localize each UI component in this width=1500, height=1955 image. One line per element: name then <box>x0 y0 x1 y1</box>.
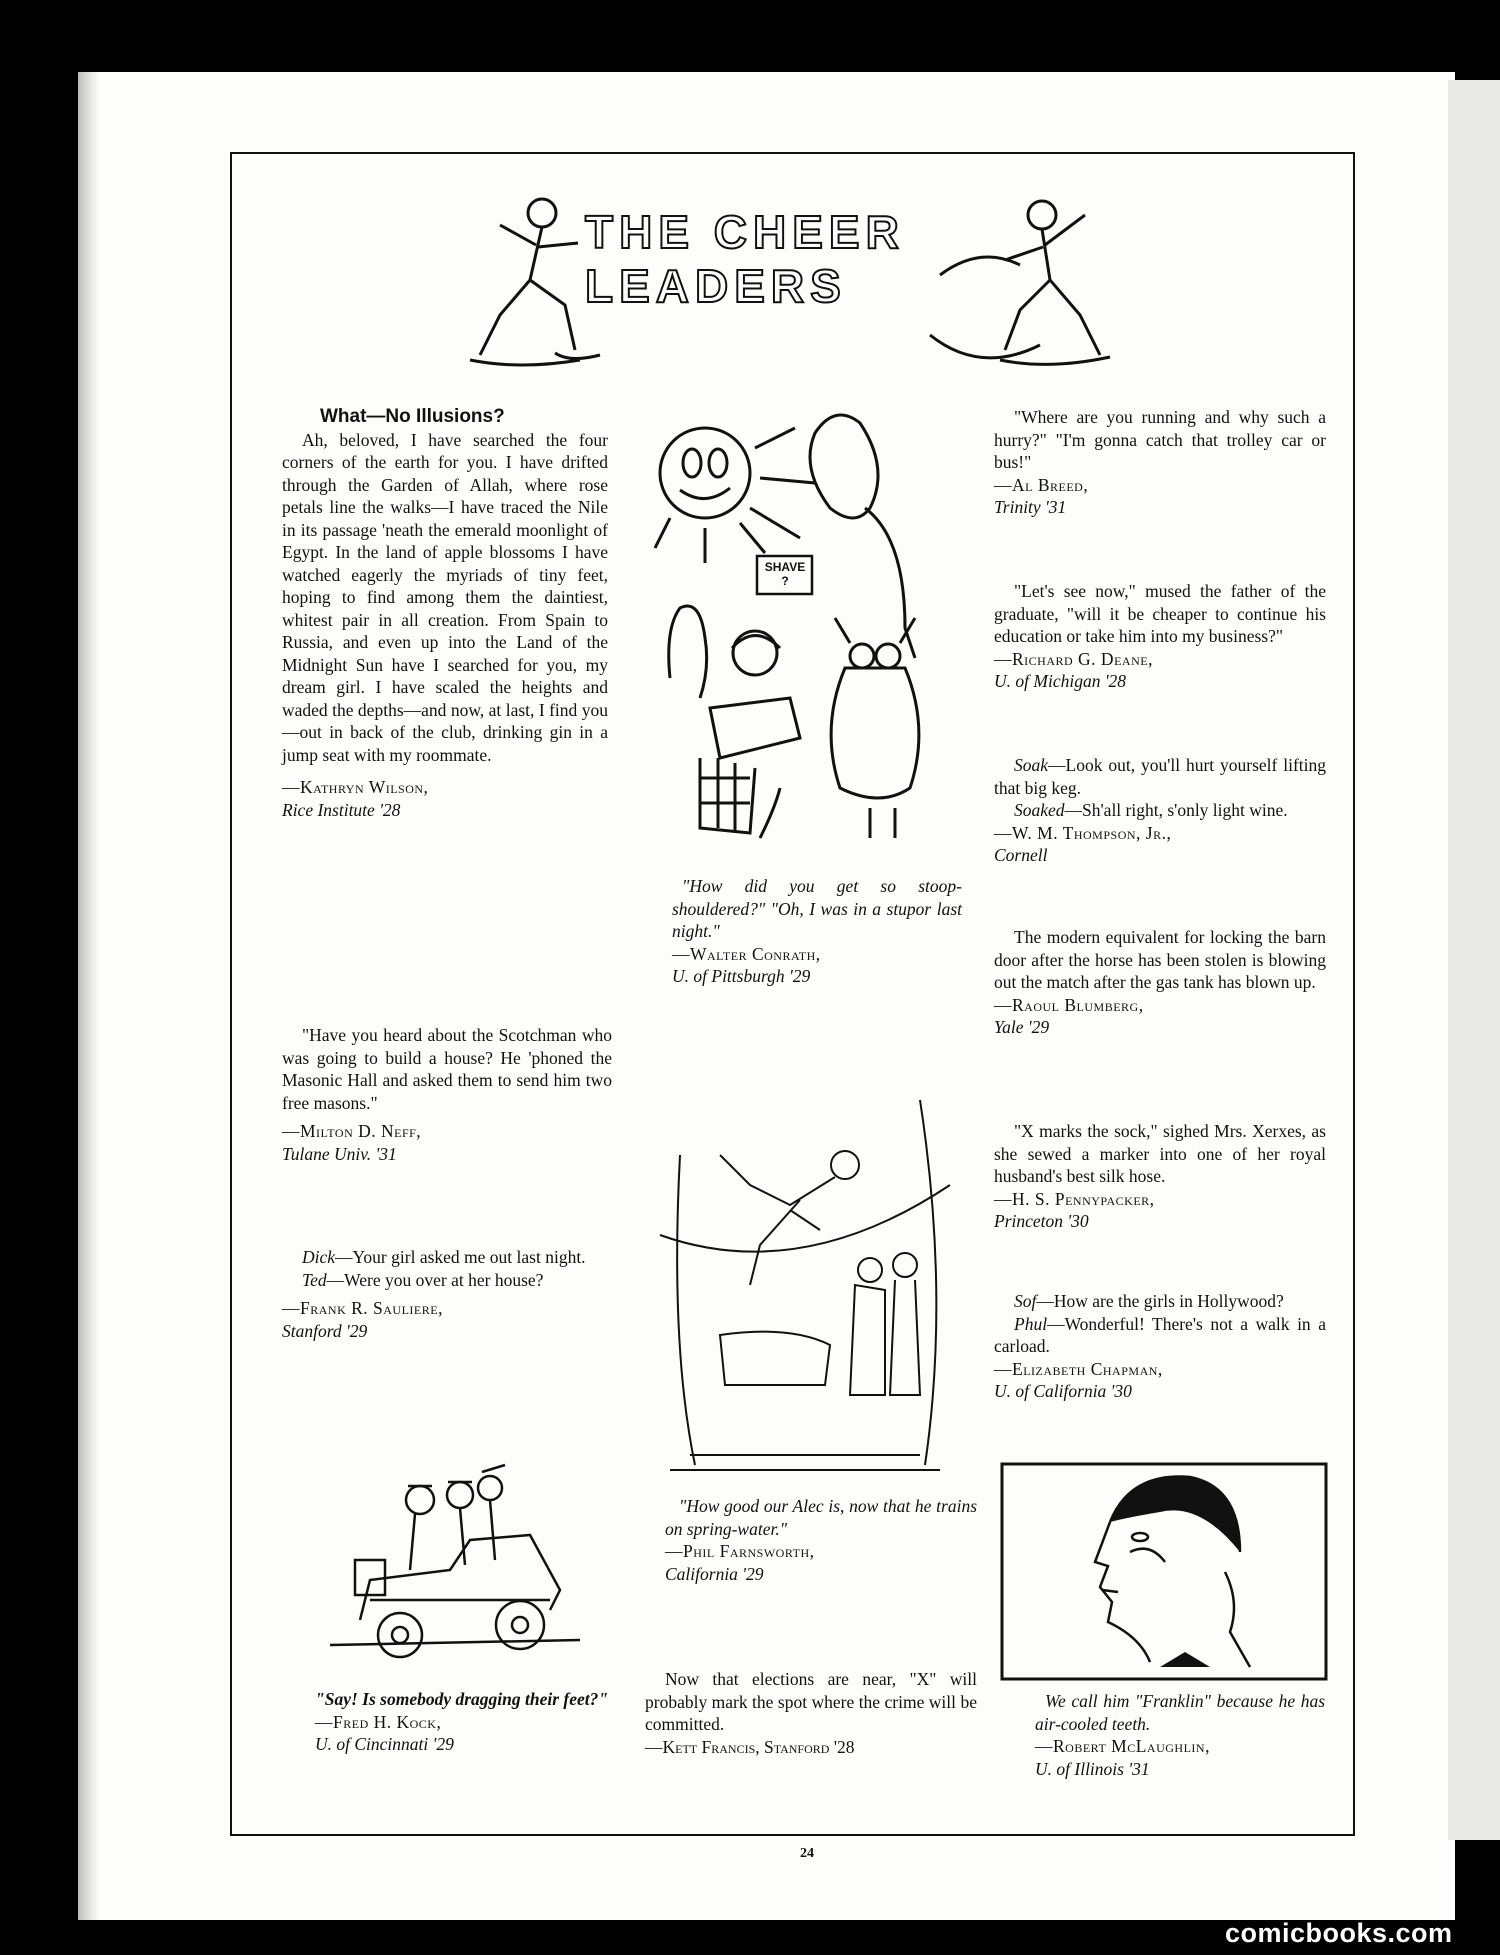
dialogue-line: —Wonderful! There's not a walk in a carload. <box>994 1313 1326 1356</box>
stoop-cartoon-caption-block <box>672 875 962 988</box>
joke-hollywood <box>994 1290 1326 1403</box>
story-text: "Where are you running and why such a hurry?" "I'm gonna catch that trolley car or bus!" <box>994 407 1326 472</box>
author-name: —Walter Conrath, <box>672 943 821 964</box>
cartoon-caption: "How good our Alec is, now that he trains on spring-water." <box>665 1496 977 1539</box>
author-name: —Phil Farnsworth, <box>665 1541 815 1561</box>
story-text: "Have you heard about the Scotchman who was going to build a house? He 'phoned the Masonic Hall and asked them to send him two free masons." <box>282 1025 612 1113</box>
author-name: —Fred H. Kock, <box>315 1711 442 1732</box>
author-school: Stanford '29 <box>282 1320 368 1341</box>
car-cartoon-caption-block <box>315 1688 610 1756</box>
story-text: "X marks the sock," sighed Mrs. Xerxes, as she sewed a marker into one of her royal husband's best silk hose. <box>994 1121 1326 1186</box>
car-cartoon <box>300 1460 600 1670</box>
header-title: THE CHEER LEADERS <box>585 206 905 312</box>
author-school: U. of Cincinnati '29 <box>315 1734 454 1754</box>
story-text: Ah, beloved, I have searched the four corners of the earth for you. I have drifted through the Garden of Allah, where rose petals line the walks—I have traced the Nile in its passage 'neath the emerald moonlight of Egypt. In the land of apple blossoms I have watched eagerly the myriads of tiny feet, hoping to find among them the daintiest, whitest pair in all creation. From Spain to Russia, and even up into the Land of the Midnight Sun have I searched for you, my dream girl. I have scaled the heights and waded the depths—and now, at last, I find you—out in back of the club, drinking gin in a jump seat with my roommate. <box>282 429 608 765</box>
story-text: "Let's see now," mused the father of the graduate, "will it be cheaper to continue his education or take him into my business?" <box>994 581 1326 646</box>
cartoon-caption: "How did you get so stoop-shouldered?" "Oh, I was in a stupor last night." <box>672 876 962 941</box>
author-name: —Kett Francis, Stanford '28 <box>645 1736 855 1757</box>
cartoon-caption: We call him "Franklin" because he has air-cooled teeth. <box>1035 1691 1325 1734</box>
cartoon-caption: "Say! Is somebody dragging their feet?" <box>315 1689 609 1709</box>
joke-xerxes <box>994 1120 1326 1233</box>
speaker-name: Soak <box>1014 755 1049 775</box>
spring-water-cartoon <box>650 1095 960 1485</box>
dialogue-line: —Were you over at her house? <box>326 1269 544 1290</box>
author-school: Tulane Univ. '31 <box>282 1143 397 1164</box>
dialogue-line: —How are the girls in Hollywood? <box>1036 1291 1284 1311</box>
dialogue-line: —Your girl asked me out last night. <box>335 1247 586 1267</box>
author-school: Yale '29 <box>994 1017 1050 1037</box>
joke-dick-ted <box>282 1246 614 1342</box>
franklin-portrait-cartoon <box>1000 1462 1328 1682</box>
joke-elections <box>645 1668 977 1758</box>
speaker-name: Dick <box>302 1247 336 1267</box>
author-name: —Raoul Blumberg, <box>994 994 1144 1015</box>
speaker-name: Phul <box>1014 1313 1048 1334</box>
story-text: Now that elections are near, "X" will probably mark the spot where the crime will be committed. <box>645 1669 977 1734</box>
author-school: Trinity '31 <box>994 497 1067 517</box>
next-page-edge <box>1448 80 1500 1840</box>
author-name: —Kathryn Wilson, <box>282 777 429 797</box>
author-school: Rice Institute '28 <box>282 799 401 820</box>
dialogue-line: —Look out, you'll hurt yourself lifting that big keg. <box>994 755 1326 798</box>
author-name: —Robert McLaughlin, <box>1035 1736 1210 1756</box>
spring-water-caption-block <box>665 1495 977 1585</box>
author-name: —Richard G. Deane, <box>994 648 1153 669</box>
author-school: U. of Pittsburgh '29 <box>672 966 811 986</box>
speaker-name: Ted <box>302 1269 327 1290</box>
author-name: —Frank R. Sauliere, <box>282 1298 443 1318</box>
franklin-caption-block <box>1035 1690 1325 1780</box>
shave-sign: SHAVE ? <box>764 560 806 588</box>
speaker-name: Soaked <box>1014 800 1065 820</box>
author-school: U. of Michigan '28 <box>994 671 1127 691</box>
joke-trolley <box>994 406 1326 519</box>
author-name: —Al Breed, <box>994 474 1089 495</box>
author-name: —Milton D. Neff, <box>282 1121 422 1141</box>
author-name: —Elizabeth Chapman, <box>994 1358 1163 1379</box>
article-heading: What—No Illusions? <box>320 406 505 427</box>
joke-barn-door <box>994 926 1326 1039</box>
site-watermark: comicbooks.com <box>1225 1918 1453 1948</box>
author-name: —H. S. Pennypacker, <box>994 1188 1155 1209</box>
joke-scotchman <box>282 1024 612 1165</box>
page-binding <box>78 72 100 1920</box>
author-school: Cornell <box>994 845 1048 865</box>
column-left <box>282 406 608 821</box>
author-name: —W. M. Thompson, Jr., <box>994 822 1172 843</box>
story-text: The modern equivalent for locking the barn door after the horse has been stolen is blowing out the match after the gas tank has blown up. <box>994 927 1326 992</box>
stoop-shouldered-cartoon <box>640 408 960 868</box>
joke-soak <box>994 754 1326 867</box>
dialogue-line: —Sh'all right, s'only light wine. <box>1064 800 1288 820</box>
author-school: U. of Illinois '31 <box>1035 1758 1150 1779</box>
speaker-name: Sof <box>1014 1291 1037 1311</box>
author-school: California '29 <box>665 1563 764 1584</box>
joke-graduate <box>994 580 1326 693</box>
page-number: 24 <box>800 1846 814 1861</box>
author-school: U. of California '30 <box>994 1381 1132 1401</box>
author-school: Princeton '30 <box>994 1211 1089 1231</box>
